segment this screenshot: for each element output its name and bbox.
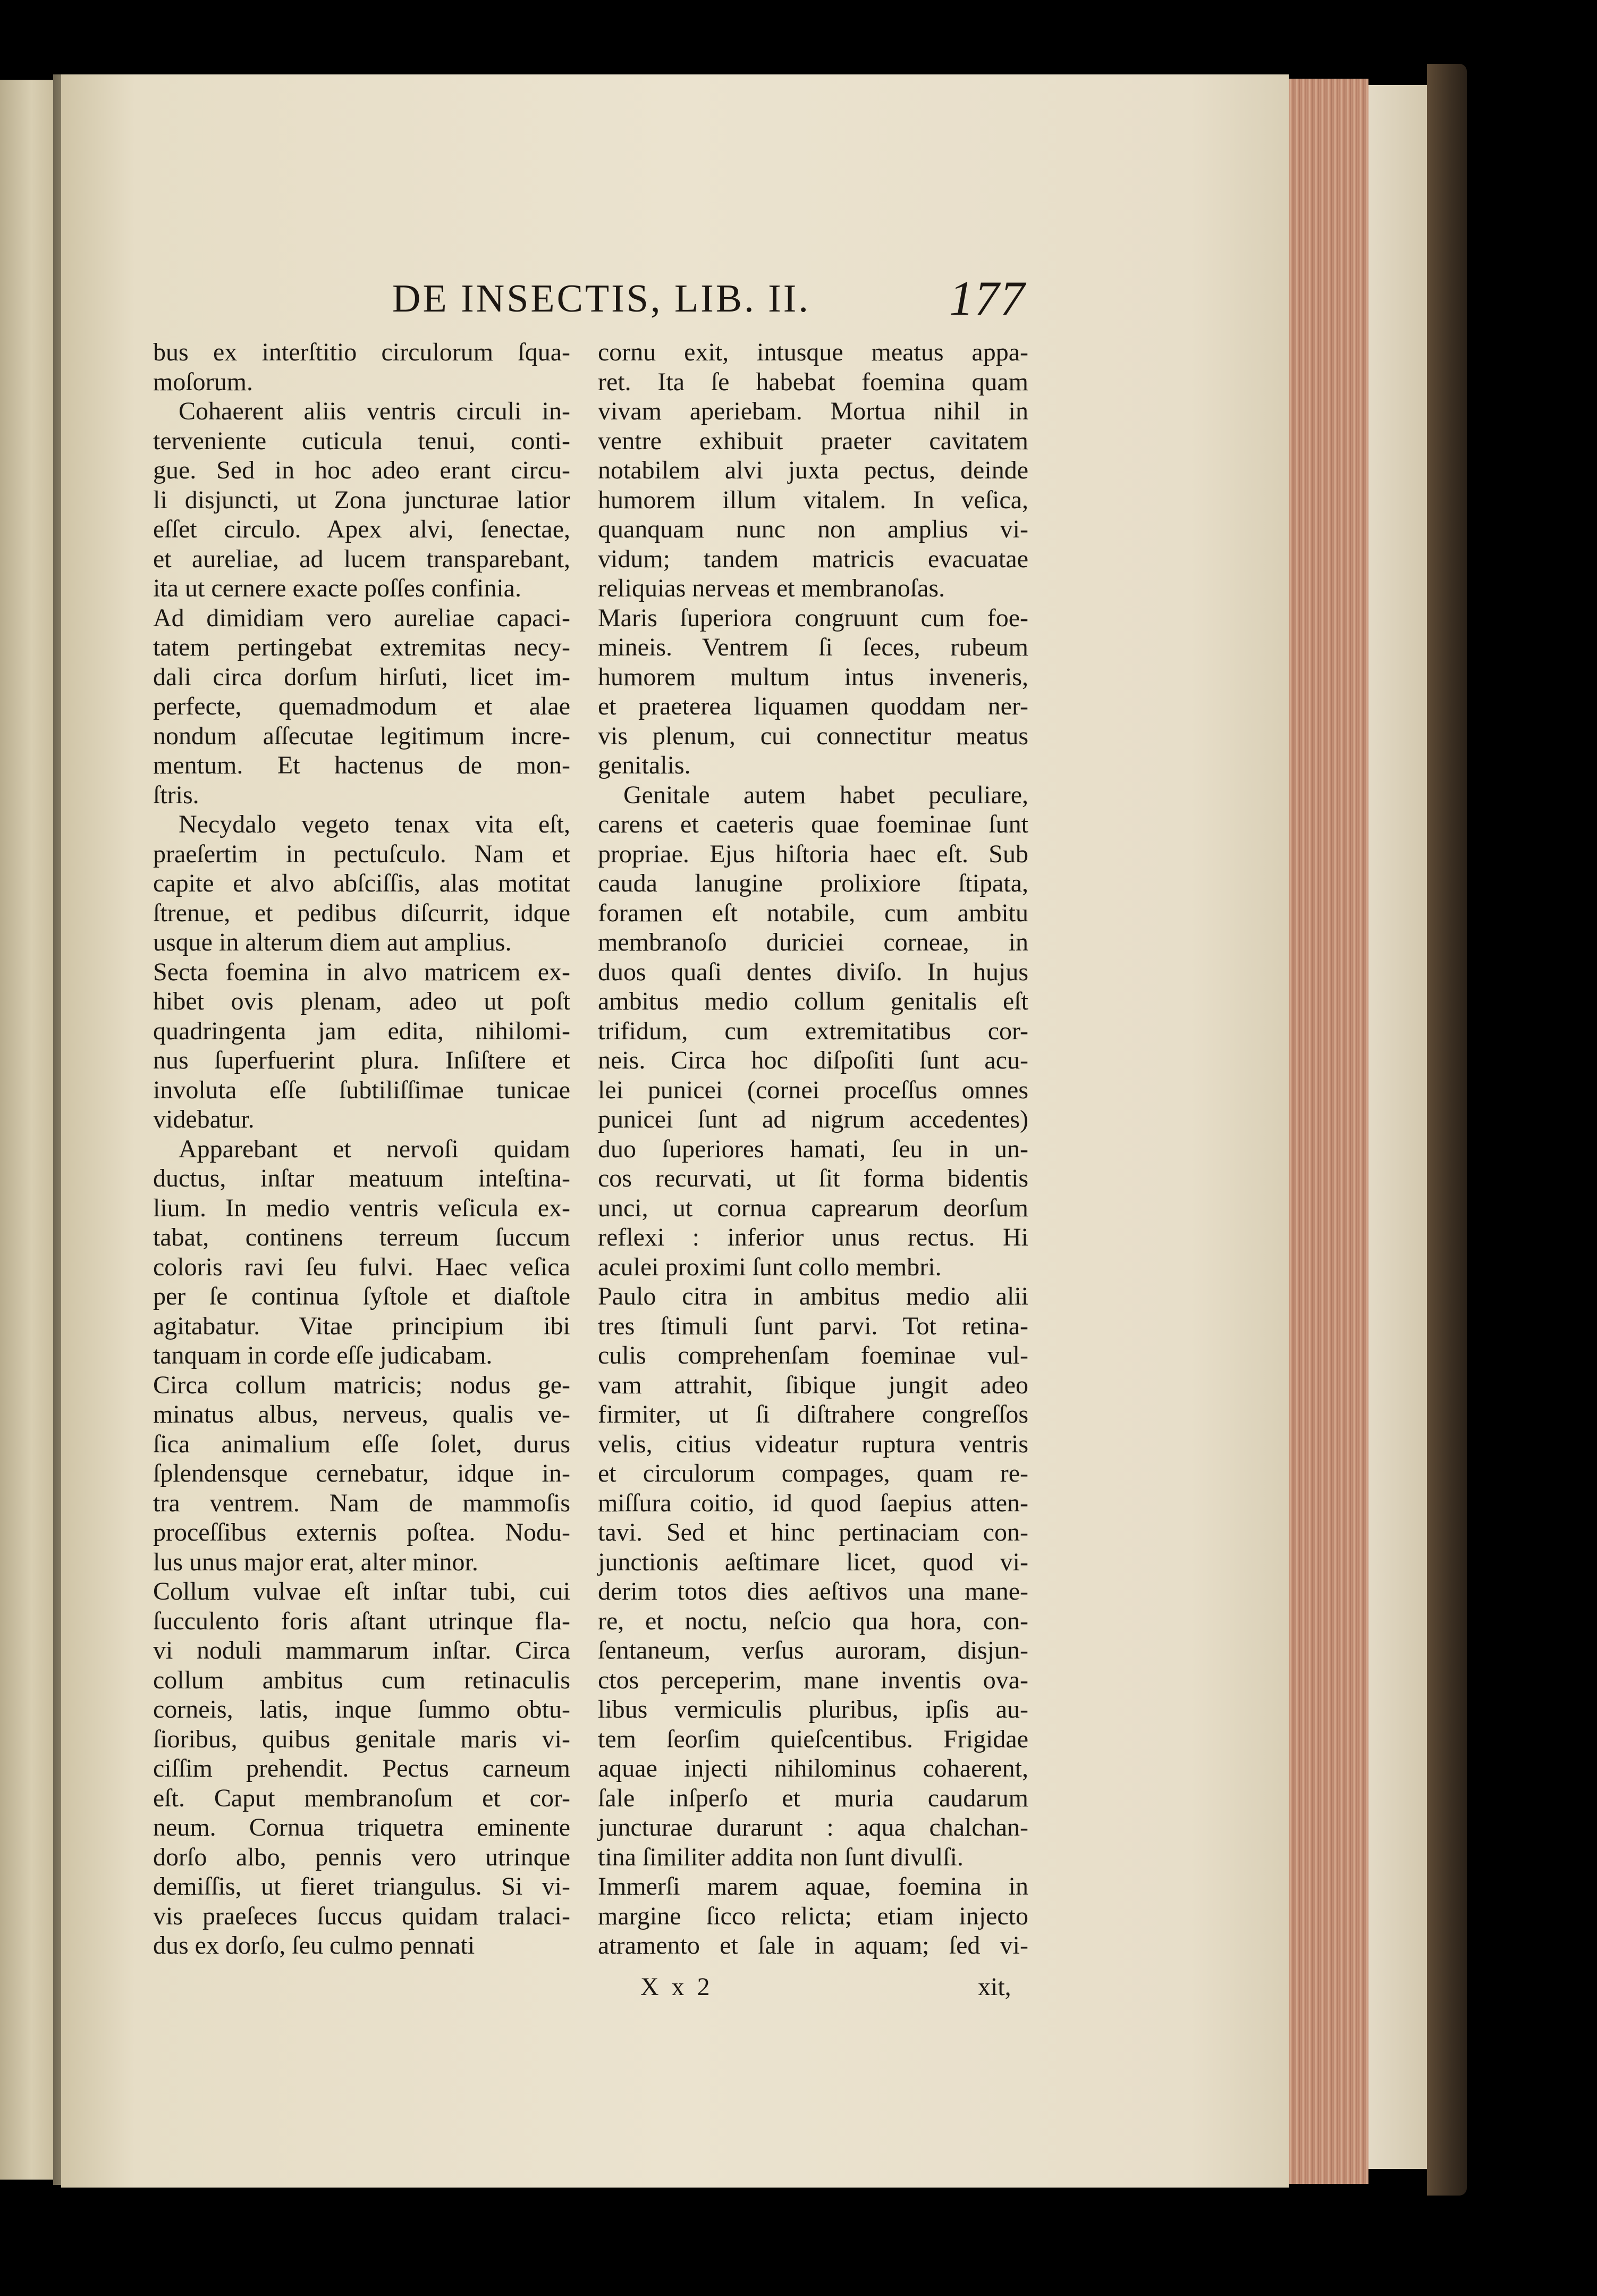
catchword: xit, <box>978 1973 1011 2001</box>
text-line: agitabatur. Vitae principium ibi <box>153 1311 570 1340</box>
text-line: eſſet circulo. Apex alvi, ſenectae, <box>153 515 570 543</box>
text-line: tem ſeorſim quieſcentibus. Frigidae <box>598 1725 1028 1753</box>
facing-page-edge <box>0 80 57 2180</box>
text-line: lium. In medio ventris veſicula ex- <box>153 1193 570 1222</box>
text-line: cornu exit, intusque meatus appa- <box>598 338 1028 366</box>
text-line: videbatur. <box>153 1105 255 1133</box>
running-head: DE INSECTIS, LIB. II. <box>392 277 810 321</box>
text-line: mentum. Et hactenus de mon- <box>153 751 570 779</box>
text-line: Secta foemina in alvo matricem ex- <box>153 957 570 986</box>
text-line: foramen eſt notabile, cum ambitu <box>598 898 1028 927</box>
text-line: mineis. Ventrem ſi ſeces, rubeum <box>598 633 1028 661</box>
text-line: derim totos dies aeſtivos una mane- <box>598 1577 1028 1605</box>
text-line: perfecte, quemadmodum et alae <box>153 692 570 720</box>
text-line: coloris ravi ſeu fulvi. Haec veſica <box>153 1252 570 1281</box>
text-line: ſioribus, quibus genitale maris vi- <box>153 1725 570 1753</box>
text-line: aquae injecti nihilominus cohaerent, <box>598 1754 1028 1782</box>
text-line: praeſertim in pectuſculo. Nam et <box>153 839 570 868</box>
text-line: ſplendensque cernebatur, idque in- <box>153 1459 570 1487</box>
text-line: ciſſim prehendit. Pectus carneum <box>153 1754 570 1782</box>
text-line: reflexi : inferior unus rectus. Hi <box>598 1223 1028 1251</box>
text-line: vidum; tandem matricis evacuatae <box>598 544 1028 573</box>
text-line: et circulorum compages, quam re- <box>598 1459 1028 1487</box>
text-line: Circa collum matricis; nodus ge- <box>153 1370 570 1399</box>
text-line: humorem multum intus inveneris, <box>598 662 1028 691</box>
text-line: punicei ſunt ad nigrum accedentes) <box>598 1105 1028 1133</box>
text-line: Maris ſuperiora congruunt cum foe- <box>598 603 1028 632</box>
text-line: lei punicei (cornei proceſſus omnes <box>598 1075 1028 1104</box>
text-line: re, et noctu, neſcio qua hora, con- <box>598 1607 1028 1635</box>
text-line: culis comprehenſam foeminae vul- <box>598 1341 1028 1369</box>
page-header <box>392 270 1036 329</box>
page-number: 177 <box>949 271 1026 325</box>
endpaper-edge <box>1368 85 1427 2169</box>
text-line: corneis, latis, inque ſummo obtu- <box>153 1695 570 1723</box>
text-line: neis. Circa hoc diſpoſiti ſunt acu- <box>598 1046 1028 1074</box>
text-line: vivam aperiebam. Mortua nihil in <box>598 397 1028 425</box>
text-line: duo ſuperiores hamati, ſeu in un- <box>598 1134 1028 1163</box>
text-line: li disjuncti, ut Zona juncturae latior <box>153 485 570 514</box>
text-line: ſtrenue, et pedibus diſcurrit, idque <box>153 898 570 927</box>
text-line: vi noduli mammarum inſtar. Circa <box>153 1636 570 1664</box>
text-line: aculei proximi ſunt collo membri. <box>598 1252 942 1281</box>
text-line: dus ex dorſo, ſeu culmo pennati <box>153 1931 475 1959</box>
left-text-column <box>153 338 570 1961</box>
text-line: ſentaneum, verſus auroram, disjun- <box>598 1636 1028 1664</box>
text-line: minatus albus, nerveus, qualis ve- <box>153 1400 570 1428</box>
text-line: juncturae durarunt : aqua chalchan- <box>598 1813 1028 1841</box>
text-line: Collum vulvae eſt inſtar tubi, cui <box>153 1577 570 1605</box>
text-line: Cohaerent aliis ventris circuli in- <box>179 397 570 425</box>
text-line: ita ut cernere exacte poſſes confinia. <box>153 574 521 602</box>
text-line: et praeterea liquamen quoddam ner- <box>598 692 1028 720</box>
text-line: terveniente cuticula tenui, conti- <box>153 426 570 455</box>
text-line: usque in alterum diem aut amplius. <box>153 928 512 956</box>
text-line: carens et caeteris quae foeminae ſunt <box>598 810 1028 838</box>
text-line: tra ventrem. Nam de mammoſis <box>153 1488 570 1517</box>
text-line: ſica animalium eſſe ſolet, durus <box>153 1429 570 1458</box>
text-line: Immerſi marem aquae, foemina in <box>598 1872 1028 1900</box>
text-line: proceſſibus externis poſtea. Nodu- <box>153 1518 570 1546</box>
text-line: ſale inſperſo et muria caudarum <box>598 1784 1028 1812</box>
text-line: quadringenta jam edita, nihilomi- <box>153 1016 570 1045</box>
text-line: ctos perceperim, mane inventis ova- <box>598 1666 1028 1694</box>
text-line: membranoſo duriciei corneae, in <box>598 928 1028 956</box>
text-line: Ad dimidiam vero aureliae capaci- <box>153 603 570 632</box>
text-line: junctionis aeſtimare licet, quod vi- <box>598 1548 1028 1576</box>
text-line: tina ſimiliter addita non ſunt divulſi. <box>598 1843 964 1871</box>
text-line: ſucculento foris aſtant utrinque fla- <box>153 1607 570 1635</box>
text-line: per ſe continua ſyſtole et diaſtole <box>153 1282 570 1310</box>
text-line: tanquam in corde eſſe judicabam. <box>153 1341 493 1369</box>
signature-mark: X x 2 <box>640 1973 713 2001</box>
text-line: ductus, inſtar meatuum inteſtina- <box>153 1164 570 1192</box>
text-line: tavi. Sed et hinc pertinaciam con- <box>598 1518 1028 1546</box>
text-line: involuta eſſe ſubtiliſſimae tunicae <box>153 1075 570 1104</box>
text-line: ret. Ita ſe habebat foemina quam <box>598 367 1028 396</box>
text-line: vis plenum, cui connectitur meatus <box>598 721 1028 750</box>
text-line: ambitus medio collum genitalis eſt <box>598 987 1028 1015</box>
text-line: hibet ovis plenam, adeo ut poſt <box>153 987 570 1015</box>
text-line: libus vermiculis pluribus, ipſis au- <box>598 1695 1028 1723</box>
text-line: Paulo citra in ambitus medio alii <box>598 1282 1028 1310</box>
book-cover <box>1427 64 1467 2196</box>
text-line: capite et alvo abſciſſis, alas motitat <box>153 869 570 897</box>
text-line: miſſura coitio, id quod ſaepius atten- <box>598 1488 1028 1517</box>
text-line: ventre exhibuit praeter cavitatem <box>598 426 1028 455</box>
text-line: bus ex interſtitio circulorum ſqua- <box>153 338 570 366</box>
text-line: Apparebant et nervoſi quidam <box>179 1134 570 1163</box>
text-line: ſtris. <box>153 780 199 809</box>
text-line: humorem illum vitalem. In veſica, <box>598 485 1028 514</box>
text-line: dorſo albo, pennis vero utrinque <box>153 1843 570 1871</box>
text-line: trifidum, cum extremitatibus cor- <box>598 1016 1028 1045</box>
text-line: dali circa dorſum hirſuti, licet im- <box>153 662 570 691</box>
text-line: demiſſis, ut fieret triangulus. Si vi- <box>153 1872 570 1900</box>
text-line: cos recurvati, ut ſit forma bidentis <box>598 1164 1028 1192</box>
text-line: duos quaſi dentes diviſo. In hujus <box>598 957 1028 986</box>
right-text-column <box>598 338 1028 1961</box>
text-line: Necydalo vegeto tenax vita eſt, <box>179 810 570 838</box>
text-line: vam attrahit, ſibique jungit adeo <box>598 1370 1028 1399</box>
text-line: vis praeſeces ſuccus quidam tralaci- <box>153 1902 570 1930</box>
text-line: eſt. Caput membranoſum et cor- <box>153 1784 570 1812</box>
text-line: moſorum. <box>153 367 253 396</box>
text-line: genitalis. <box>598 751 691 779</box>
text-line: notabilem alvi juxta pectus, deinde <box>598 456 1028 484</box>
text-line: propriae. Ejus hiſtoria haec eſt. Sub <box>598 839 1028 868</box>
text-line: neum. Cornua triquetra eminente <box>153 1813 570 1841</box>
text-line: tres ſtimuli ſunt parvi. Tot retina- <box>598 1311 1028 1340</box>
text-line: et aureliae, ad lucem transparebant, <box>153 544 570 573</box>
text-line: cauda lanugine prolixiore ſtipata, <box>598 869 1028 897</box>
text-line: velis, citius videatur ruptura ventris <box>598 1429 1028 1458</box>
text-line: nus ſuperfuerint plura. Inſiſtere et <box>153 1046 570 1074</box>
text-line: atramento et ſale in aquam; ſed vi- <box>598 1931 1028 1959</box>
text-line: lus unus major erat, alter minor. <box>153 1548 478 1576</box>
text-line: margine ſicco relicta; etiam injecto <box>598 1902 1028 1930</box>
text-line: reliquias nerveas et membranoſas. <box>598 574 945 602</box>
page-stack-edge <box>1281 79 1368 2184</box>
text-line: unci, ut cornua caprearum deorſum <box>598 1193 1028 1222</box>
text-line: tabat, continens terreum ſuccum <box>153 1223 570 1251</box>
text-line: gue. Sed in hoc adeo erant circu- <box>153 456 570 484</box>
text-line: firmiter, ut ſi diſtrahere congreſſos <box>598 1400 1028 1428</box>
text-line: collum ambitus cum retinaculis <box>153 1666 570 1694</box>
text-line: quanquam nunc non amplius vi- <box>598 515 1028 543</box>
text-line: tatem pertingebat extremitas necy- <box>153 633 570 661</box>
text-line: nondum aſſecutae legitimum incre- <box>153 721 570 750</box>
text-line: Genitale autem habet peculiare, <box>623 780 1028 809</box>
